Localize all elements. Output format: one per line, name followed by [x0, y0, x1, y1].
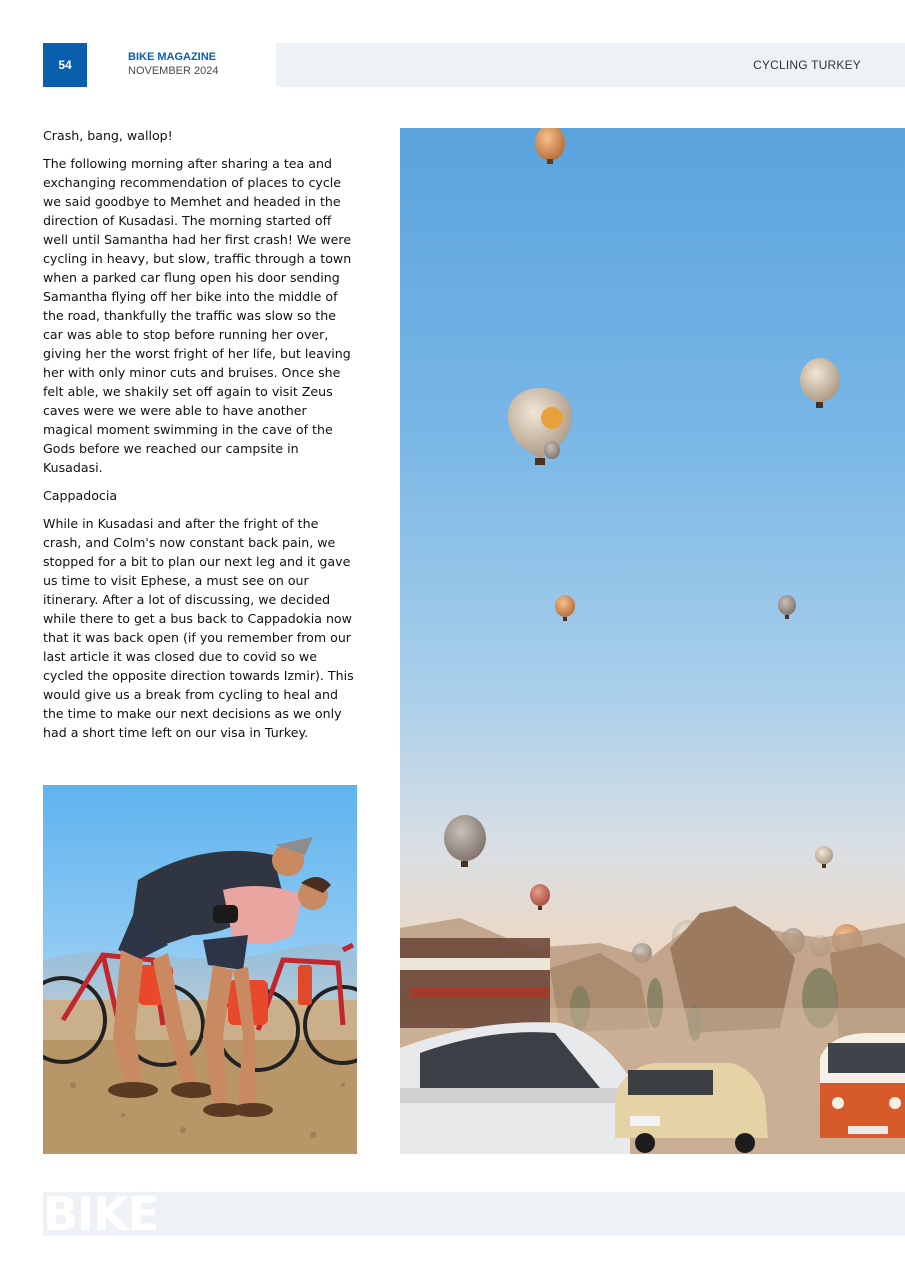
issue-date: NOVEMBER 2024 — [128, 65, 219, 77]
subheading-cappadocia: Cappadocia — [43, 488, 118, 503]
footer-band — [43, 1192, 905, 1236]
section-title: CYCLING TURKEY — [753, 58, 861, 72]
balloon-top — [535, 128, 565, 164]
photo-cyclists-illustration — [43, 785, 357, 1154]
photo-balloons-illustration — [400, 128, 905, 1154]
photo-cyclists-with-bikes — [43, 785, 357, 1154]
article-body — [43, 126, 359, 751]
photo-cappadocia-balloons — [400, 128, 905, 1154]
paragraph-cappadocia: While in Kusadasi and after the fright of the crash, and Colm's now constant back pain, we stopped for a bit to plan our next leg and it gave us time to visit Ephese, a must see on our itinerary. After a lot of discussing, we decided while there to get a bus back to Cappadokia now that it was back open (if you remember from our last article it was closed due to covid so we cycled the opposite direction towards Izmir). This would give us a break from cycling to heal and the time to make our next decisions as we only had a short time left on our visa in Turkey. — [43, 516, 354, 740]
paragraph-crash: The following morning after sharing a tea and exchanging recommendation of places to cycle we said goodbye to Memhet and headed in the direction of Kusadasi. The morning started off well until Samantha had her first crash! We were cycling in heavy, but slow, traffic through a town when a parked car flung open his door sending Samantha flying off her bike into the middle of the road, thankfully the traffic was slow so the car was able to stop before running her over, giving her the worst fright of her life, but leaving her with only minor cuts and bruises. Once she felt able, we shakily set off again to visit Zeus caves were we were able to have another magical moment swimming in the cave of the Gods before we reached our campsite in Kusadasi. — [43, 156, 352, 475]
magazine-masthead — [128, 50, 218, 78]
subheading-crash: Crash, bang, wallop! — [43, 128, 173, 143]
magazine-name: BIKE MAGAZINE — [128, 51, 216, 63]
page-number: 54 — [43, 43, 87, 87]
footer-logo: BIKE — [43, 1187, 159, 1241]
